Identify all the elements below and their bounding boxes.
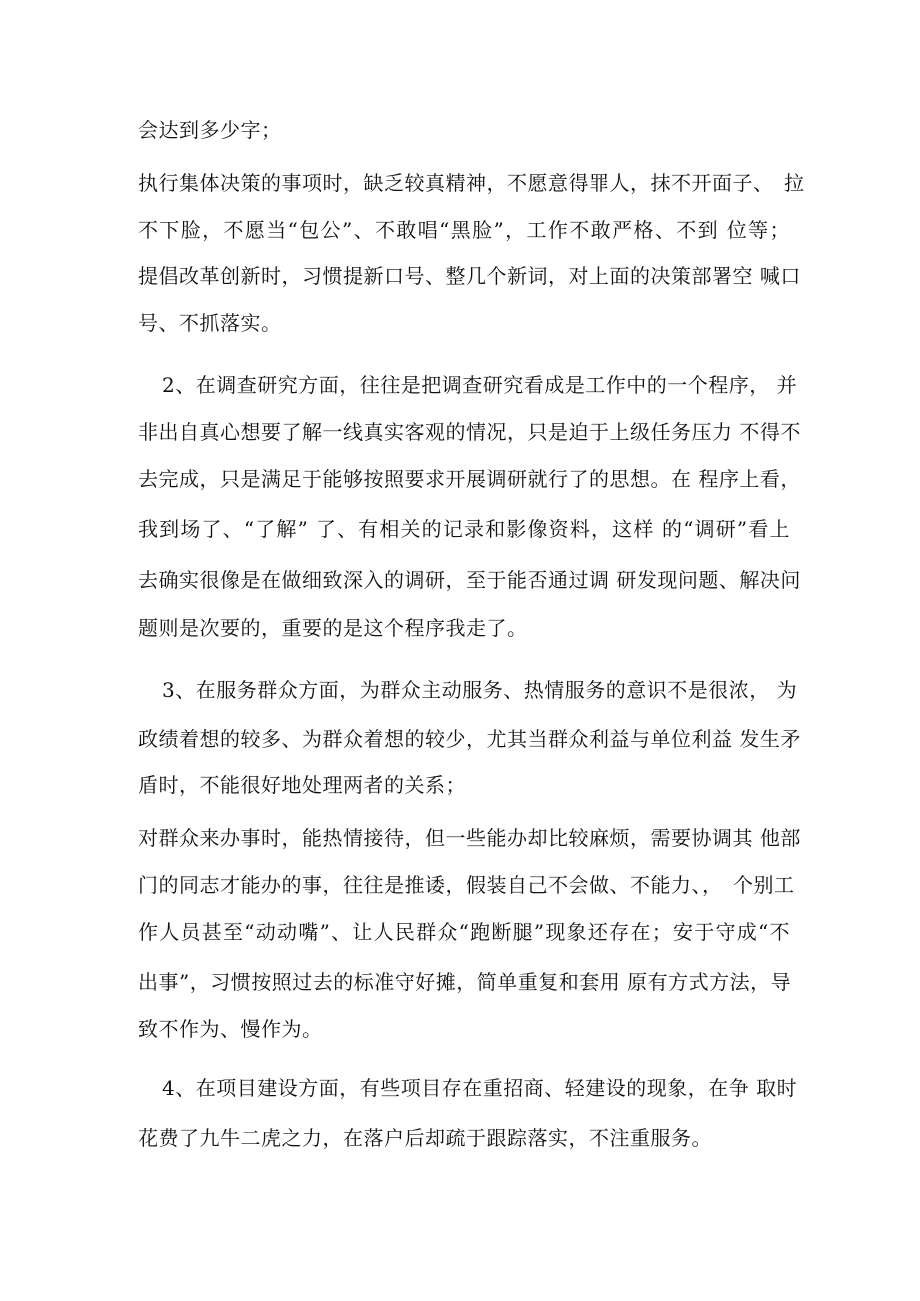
text-line: 去完成，只是满足于能够按照要求开展调研就行了的思想。在 程序上看， bbox=[138, 467, 801, 491]
text-line: 致不作为、慢作为。 bbox=[138, 1017, 323, 1041]
text-line: 政绩着想的较多、为群众着想的较少，尤其当群众利益与单位利益 发生矛 bbox=[138, 727, 801, 751]
text-line: 提倡改革创新时，习惯提新口号、整几个新词，对上面的决策部署空 喊口 bbox=[138, 264, 801, 288]
paragraph-2-first-line: 2、在调查研究方面，往往是把调查研究看成是工作中的一个程序， 并 bbox=[162, 373, 798, 397]
text-line: 我到场了、“了解” 了、有相关的记录和影像资料，这样 的“调研”看上 bbox=[138, 517, 790, 541]
paragraph-4-first-line: 4、在项目建设方面，有些项目存在重招商、轻建设的现象，在争 取时 bbox=[162, 1076, 798, 1100]
text-line: 门的同志才能办的事，往往是推诿，假装自己不会做、不能力、， 个别工 bbox=[138, 873, 795, 897]
text-line: 会达到多少字； bbox=[138, 118, 282, 142]
text-line: 号、不抓落实。 bbox=[138, 311, 282, 335]
text-line: 非出自真心想要了解一线真实客观的情况，只是迫于上级任务压力 不得不 bbox=[138, 420, 801, 444]
text-line: 题则是次要的，重要的是这个程序我走了。 bbox=[138, 616, 528, 640]
text-line: 作人员甚至“动动嘴”、让人民群众“跑断腿”现象还存在；安于守成“不 bbox=[138, 920, 790, 944]
text-line: 花费了九牛二虎之力，在落户后却疏于跟踪落实，不注重服务。 bbox=[138, 1126, 712, 1150]
text-line: 去确实很像是在做细致深入的调研，至于能否通过调 研发现问题、解决问 bbox=[138, 568, 801, 592]
text-line: 不下脸，不愿当“包公”、不敢唱“黑脸”，工作不敢严格、不到 位等； bbox=[138, 218, 790, 242]
text-line: 对群众来办事时，能热情接待，但一些能办却比较麻烦，需要协调其 他部 bbox=[138, 826, 801, 850]
paragraph-3-first-line: 3、在服务群众方面，为群众主动服务、热情服务的意识不是很浓， 为 bbox=[162, 678, 798, 702]
text-line: 执行集体决策的事项时，缺乏较真精神，不愿意得罪人，抹不开面子、 拉 bbox=[138, 171, 805, 195]
text-line: 盾时，不能很好地处理两者的关系； bbox=[138, 773, 466, 797]
text-line: 出事”，习惯按照过去的标准守好摊，简单重复和套用 原有方式方法，导 bbox=[138, 970, 792, 994]
